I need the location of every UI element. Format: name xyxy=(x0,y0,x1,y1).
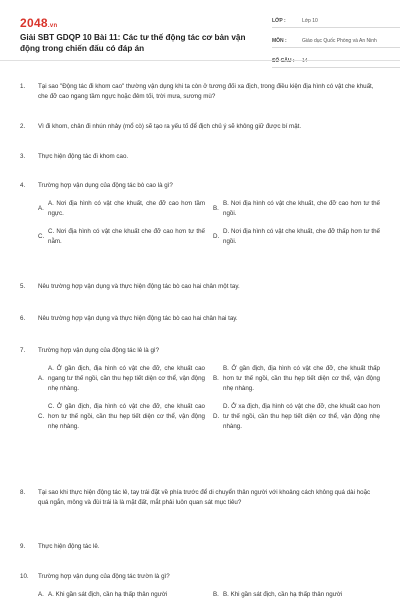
option-text: B. Khi gần sát địch, cần hạ thấp thân người xyxy=(223,591,343,598)
option-text: A. Ở gần địch, địa hình có vật che đỡ, che khuất cao ngang tư thế ngồi, cần thu hẹp tiết diện cơ thể, vận động nhẹ nhàng. xyxy=(48,365,205,392)
answer-options xyxy=(38,590,380,600)
meta-label: LỚP : xyxy=(272,17,286,24)
option-letter: A. xyxy=(38,375,44,382)
logo-main: 2048 xyxy=(20,16,48,30)
logo-suffix: .vn xyxy=(47,23,58,29)
question-item xyxy=(20,542,380,552)
meta-value: Giáo dục Quốc Phòng và An Ninh xyxy=(302,37,377,44)
meta-label: SỐ CÂU : xyxy=(272,57,295,64)
question-number: 3. xyxy=(20,153,26,160)
document-header xyxy=(20,10,380,66)
question-number: 6. xyxy=(20,315,26,322)
meta-value: 14 xyxy=(302,57,308,64)
question-item xyxy=(20,488,380,508)
header-divider xyxy=(0,60,400,61)
question-item xyxy=(20,282,380,292)
meta-value: Lớp 10 xyxy=(302,17,318,24)
document-meta xyxy=(272,14,400,74)
meta-row-count xyxy=(272,54,400,68)
option-letter: B. xyxy=(213,591,219,598)
question-number: 1. xyxy=(20,83,26,90)
answer-option[interactable] xyxy=(38,402,205,432)
option-letter: A. xyxy=(38,591,44,598)
answer-option[interactable] xyxy=(38,227,205,247)
answer-option[interactable] xyxy=(213,227,380,247)
question-item xyxy=(20,181,380,247)
answer-option[interactable] xyxy=(213,364,380,394)
question-text: Tại sao "Động tác đi khom cao" thường vận dụng khi ta còn ở tương đối xa địch, trong điều kiện địa hình có vật che khuất, che đỡ cao ngang tầm ngực hoặc đêm tối, trời mưa, sương mù? xyxy=(38,83,374,100)
question-text: Nêu trường hợp vận dụng và thực hiện động tác bò cao hai chân hai tay. xyxy=(38,315,238,322)
question-number: 9. xyxy=(20,543,26,550)
option-text: C. Nơi địa hình có vật che khuất che đỡ cao hơn tư thế nằm. xyxy=(48,228,205,245)
question-number: 5. xyxy=(20,283,26,290)
meta-row-subject xyxy=(272,34,400,48)
question-text: Thực hiện động tác đi khom cao. xyxy=(38,153,129,160)
question-text: Trường hợp vận dụng của động tác bò cao là gì? xyxy=(38,182,173,189)
answer-options xyxy=(38,364,380,432)
answer-option[interactable] xyxy=(38,590,205,600)
answer-option[interactable] xyxy=(213,402,380,432)
question-number: 7. xyxy=(20,347,26,354)
question-item xyxy=(20,572,380,600)
answer-option[interactable] xyxy=(213,590,380,600)
question-item xyxy=(20,152,380,162)
answer-option[interactable] xyxy=(38,364,205,394)
question-item xyxy=(20,314,380,324)
option-text: D. Nơi địa hình có vật che khuất, che đỡ thấp hơn tư thế ngồi. xyxy=(223,228,380,245)
question-item xyxy=(20,122,380,132)
question-number: 10. xyxy=(20,573,29,580)
question-text: Vì đi khom, chân đi nhún nhảy (mổ cò) sẽ tạo ra yếu tố để địch chủ ý sẽ không giữ được bí mật. xyxy=(38,123,302,130)
option-letter: B. xyxy=(213,205,219,212)
option-letter: C. xyxy=(38,413,45,420)
answer-option[interactable] xyxy=(213,199,380,219)
question-text: Thực hiện động tác lê. xyxy=(38,543,100,550)
answer-options xyxy=(38,199,380,247)
site-logo[interactable] xyxy=(20,16,57,30)
question-number: 8. xyxy=(20,489,26,496)
question-text: Tại sao khi thực hiện động tác lê, tay trái đặt về phía trước để di chuyển thân người với khoảng cách không quá dài hoặc quá ngắn, mông và đùi trái là là mặt đất, mắt phải luôn quan sát mục tiêu? xyxy=(38,489,371,506)
question-item xyxy=(20,82,380,102)
question-number: 2. xyxy=(20,123,26,130)
page-title: Giải SBT GDQP 10 Bài 11: Các tư thế động tác cơ bản vận động trong chiến đấu có đáp án xyxy=(20,33,246,53)
question-text: Nêu trường hợp vận dụng và thực hiện động tác bò cao hai chân một tay. xyxy=(38,283,240,290)
option-letter: D. xyxy=(213,413,220,420)
option-text: D. Ở xa địch, địa hình có vật che đỡ, che khuất cao hơn tư thế ngồi, cần thu hẹp tiết diện cơ thể, vận động nhẹ nhàng. xyxy=(223,403,380,430)
option-text: B. Nơi địa hình có vật che khuất, che đỡ cao hơn tư thế ngồi. xyxy=(223,200,380,217)
answer-option[interactable] xyxy=(38,199,205,219)
question-text: Trường hợp vận dụng của động tác trườn là gì? xyxy=(38,573,170,580)
option-letter: B. xyxy=(213,375,219,382)
option-letter: A. xyxy=(38,205,44,212)
option-text: C. Ở gần địch, địa hình có vật che đỡ, che khuất cao hơn tư thế ngồi, cần thu hẹp tiết diện cơ thể, vận động nhẹ nhàng. xyxy=(48,403,205,430)
meta-row-grade xyxy=(272,14,400,28)
option-letter: C. xyxy=(38,233,45,240)
question-number: 4. xyxy=(20,182,26,189)
question-item xyxy=(20,346,380,432)
option-text: B. Ở gần địch, địa hình có vật che đỡ, che khuất thấp hơn tư thế ngồi, cần thu hẹp tiết diện cơ thể, vận động nhẹ nhàng. xyxy=(223,365,380,392)
option-text: A. Khi gần sát địch, cần hạ thấp thân người xyxy=(48,591,168,598)
question-text: Trường hợp vận dụng của động tác lê là gì? xyxy=(38,347,160,354)
meta-label: MÔN : xyxy=(272,37,287,44)
option-letter: D. xyxy=(213,233,220,240)
option-text: A. Nơi địa hình có vật che khuất, che đỡ cao hơn tầm ngực. xyxy=(48,200,205,217)
